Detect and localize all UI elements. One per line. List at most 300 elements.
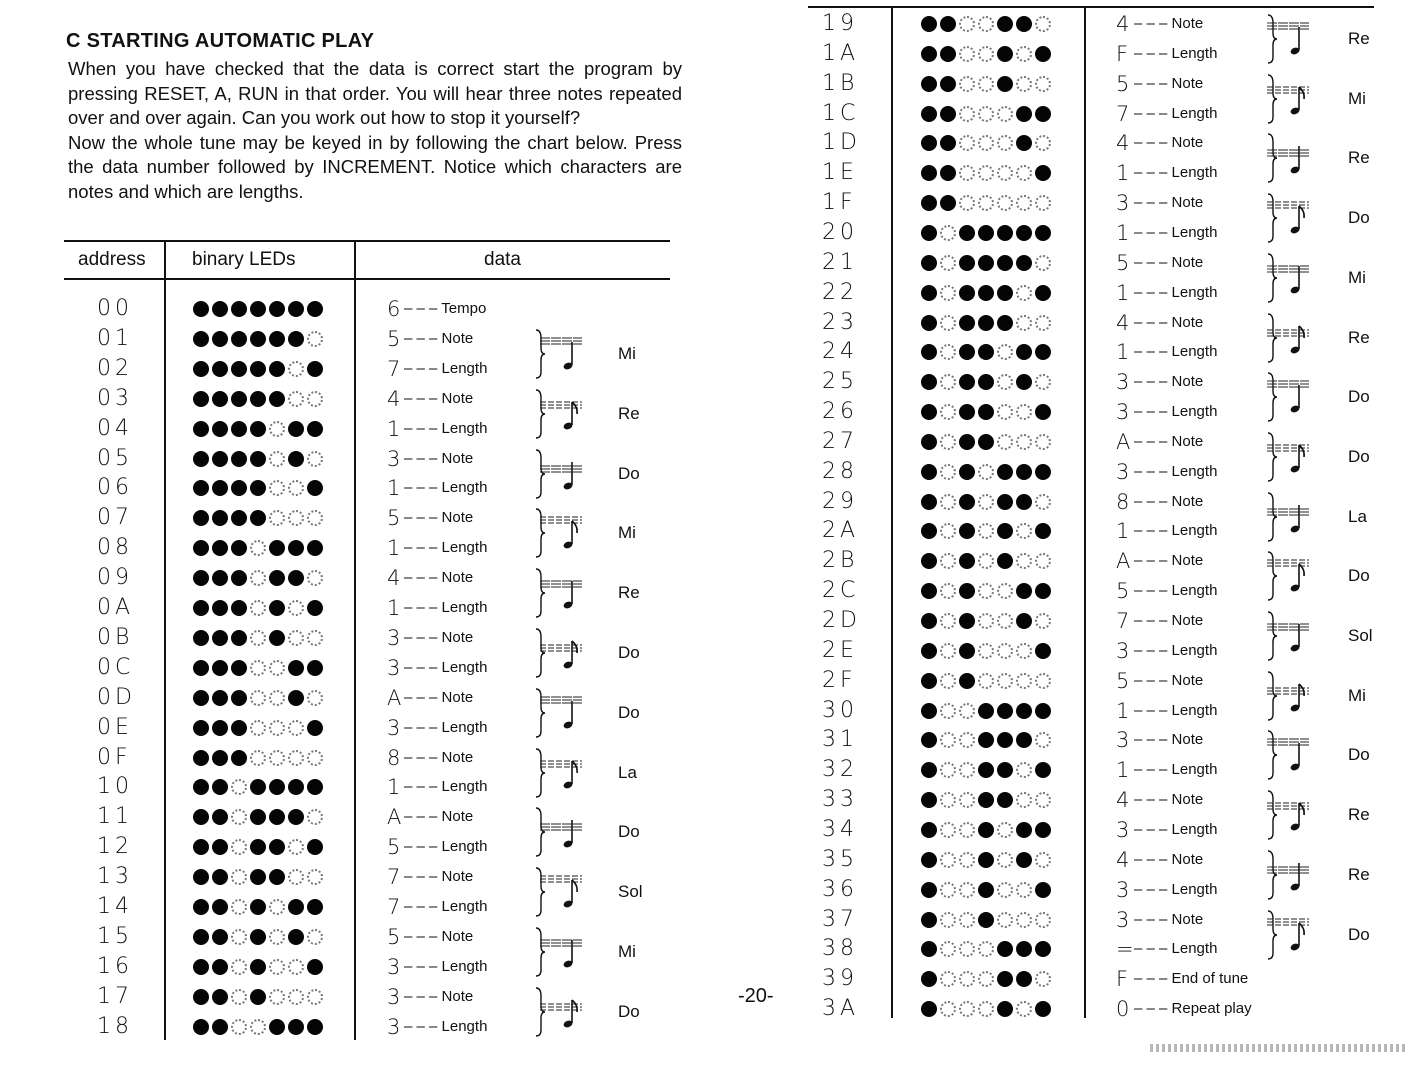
led-off-icon [959, 703, 975, 719]
led-on-icon [959, 344, 975, 360]
data-kind [404, 450, 473, 467]
dash-leader: – – – [1134, 223, 1172, 241]
note-group [1266, 847, 1336, 903]
led-off-icon [978, 1001, 994, 1017]
data-kind [1134, 761, 1217, 778]
brace-icon [1268, 851, 1277, 899]
led-on-icon [193, 660, 209, 676]
binary-leds [921, 852, 1051, 868]
led-on-icon [997, 1001, 1013, 1017]
address-cell: 2C [822, 578, 860, 604]
address-cell: 13 [97, 864, 133, 890]
data-kind [1134, 463, 1217, 480]
dash-leader: – – – [404, 539, 442, 557]
data-kind-label: Note [1171, 612, 1204, 629]
binary-leds [921, 553, 1051, 569]
led-on-icon [1035, 882, 1051, 898]
table-header-rule [64, 278, 670, 280]
table-top-rule [64, 240, 670, 242]
led-on-icon [288, 779, 304, 795]
address-cell: 25 [822, 369, 858, 395]
binary-leds [921, 703, 1051, 719]
column-divider-left-2 [354, 240, 356, 1040]
note-name: Mi [1348, 685, 1366, 705]
dash-leader: – – – [404, 658, 442, 676]
led-on-icon [269, 301, 285, 317]
address-cell: 22 [822, 279, 858, 305]
address-cell: 31 [822, 727, 858, 753]
led-off-icon [1016, 643, 1032, 659]
led-off-icon [307, 690, 323, 706]
data-kind [1134, 1000, 1252, 1017]
led-on-icon [921, 912, 937, 928]
address-cell: 18 [97, 1013, 133, 1039]
led-on-icon [959, 464, 975, 480]
led-on-icon [978, 703, 994, 719]
led-off-icon [978, 195, 994, 211]
header-binary-leds: binary LEDs [192, 249, 296, 270]
led-off-icon [1035, 195, 1051, 211]
binary-leds [193, 451, 323, 467]
binary-leds [921, 882, 1051, 898]
page-number: -20- [738, 985, 774, 1007]
led-on-icon [307, 720, 323, 736]
led-off-icon [250, 1019, 266, 1035]
led-off-icon [269, 510, 285, 526]
led-off-icon [231, 959, 247, 975]
led-off-icon [978, 553, 994, 569]
address-cell: 05 [97, 445, 133, 471]
led-off-icon [959, 1001, 975, 1017]
led-on-icon [193, 779, 209, 795]
led-on-icon [231, 391, 247, 407]
dash-leader: – – – [1134, 970, 1172, 988]
led-on-icon [1016, 703, 1032, 719]
led-on-icon [997, 941, 1013, 957]
led-on-icon [212, 540, 228, 556]
data-value: 3 [1116, 877, 1130, 902]
data-kind-label: Length [441, 898, 488, 915]
led-off-icon [269, 480, 285, 496]
led-off-icon [940, 225, 956, 241]
note-name: Do [618, 642, 640, 662]
data-kind-label: Note [441, 509, 474, 527]
brace-icon [536, 749, 545, 797]
brace-icon [1268, 672, 1277, 720]
led-off-icon [250, 570, 266, 586]
led-off-icon [997, 434, 1013, 450]
data-value: 3 [387, 954, 401, 979]
dash-leader: – – – [1134, 701, 1172, 719]
dash-leader: – – – [404, 808, 442, 826]
led-off-icon [288, 750, 304, 766]
led-on-icon [997, 523, 1013, 539]
table-top-rule-right [808, 6, 1374, 8]
binary-leds [193, 989, 323, 1005]
column-divider-right-2 [1084, 6, 1086, 1018]
binary-leds [921, 135, 1051, 151]
led-off-icon [288, 720, 304, 736]
data-value: 5 [1116, 71, 1130, 96]
led-on-icon [921, 135, 937, 151]
led-on-icon [231, 361, 247, 377]
led-on-icon [1035, 703, 1051, 719]
led-off-icon [1016, 46, 1032, 62]
binary-leds [921, 255, 1051, 271]
note-group [1266, 71, 1336, 127]
led-off-icon [1016, 76, 1032, 92]
led-on-icon [193, 869, 209, 885]
led-on-icon [250, 301, 266, 317]
led-on-icon [978, 882, 994, 898]
led-off-icon [940, 912, 956, 928]
binary-leds [921, 912, 1051, 928]
led-off-icon [978, 464, 994, 480]
data-kind [404, 360, 487, 377]
led-on-icon [921, 225, 937, 241]
data-value: 3 [1116, 638, 1130, 663]
led-off-icon [978, 16, 994, 32]
led-on-icon [1016, 822, 1032, 838]
note-group [534, 625, 604, 681]
data-kind-label: Length [1171, 462, 1218, 480]
led-off-icon [1035, 553, 1051, 569]
data-kind [404, 629, 473, 646]
led-off-icon [940, 643, 956, 659]
led-on-icon [193, 510, 209, 526]
led-on-icon [997, 464, 1013, 480]
brace-icon [1268, 731, 1277, 779]
data-kind [404, 958, 487, 975]
led-off-icon [959, 195, 975, 211]
led-on-icon [269, 809, 285, 825]
led-off-icon [1035, 434, 1051, 450]
address-cell: 36 [822, 876, 858, 902]
led-on-icon [231, 600, 247, 616]
note-group [534, 745, 604, 801]
note-name: Do [618, 463, 640, 483]
led-on-icon [978, 344, 994, 360]
music-note-icon [540, 581, 582, 610]
led-off-icon [959, 76, 975, 92]
dash-leader: – – – [1134, 791, 1172, 809]
led-on-icon [921, 882, 937, 898]
binary-leds [921, 434, 1051, 450]
led-off-icon [1035, 315, 1051, 331]
dash-leader: – – – [404, 389, 442, 407]
address-cell: 21 [822, 249, 858, 275]
led-off-icon [1035, 673, 1051, 689]
data-kind [404, 420, 487, 437]
led-on-icon [250, 839, 266, 855]
data-value: 5 [387, 326, 401, 351]
dash-leader: – – – [1134, 671, 1172, 689]
led-off-icon [307, 331, 323, 347]
music-note-icon [540, 697, 582, 730]
led-on-icon [193, 929, 209, 945]
led-on-icon [940, 16, 956, 32]
led-on-icon [1035, 464, 1051, 480]
brace-icon [1268, 194, 1277, 242]
dash-leader: – – – [404, 868, 442, 886]
led-off-icon [269, 720, 285, 736]
led-on-icon [1035, 583, 1051, 599]
led-off-icon [250, 750, 266, 766]
binary-leds [921, 16, 1051, 32]
led-on-icon [1035, 344, 1051, 360]
led-off-icon [231, 809, 247, 825]
binary-leds [921, 822, 1051, 838]
note-group [1266, 310, 1336, 366]
address-cell: 16 [97, 953, 133, 979]
data-kind-label: Note [441, 329, 474, 347]
led-on-icon [997, 971, 1013, 987]
dash-leader: – – – [1134, 134, 1172, 152]
data-kind-label: Note [1171, 910, 1204, 928]
data-kind [404, 599, 487, 616]
led-off-icon [250, 690, 266, 706]
data-value: 4 [387, 386, 401, 411]
led-on-icon [250, 929, 266, 945]
led-off-icon [997, 165, 1013, 181]
binary-leds [193, 779, 323, 795]
data-value: 7 [387, 865, 401, 890]
led-off-icon [1035, 613, 1051, 629]
led-off-icon [231, 899, 247, 915]
binary-leds [921, 673, 1051, 689]
data-kind-label: Length [441, 658, 488, 676]
binary-leds [921, 225, 1051, 241]
led-off-icon [288, 510, 304, 526]
binary-leds [193, 301, 323, 317]
address-cell: 1C [822, 100, 860, 126]
dash-leader: – – – [404, 748, 442, 766]
led-off-icon [231, 869, 247, 885]
led-off-icon [288, 391, 304, 407]
dash-leader: – – – [1134, 1000, 1172, 1018]
led-on-icon [921, 374, 937, 390]
led-off-icon [997, 106, 1013, 122]
led-off-icon [1035, 852, 1051, 868]
note-name: Re [618, 403, 640, 423]
dash-leader: – – – [404, 359, 442, 377]
led-on-icon [231, 510, 247, 526]
data-kind [404, 868, 473, 885]
brace-icon [1268, 75, 1277, 123]
address-cell: 3A [822, 996, 860, 1022]
led-on-icon [212, 1019, 228, 1035]
scan-smudge [1150, 1044, 1405, 1052]
led-off-icon [959, 762, 975, 778]
binary-leds [921, 165, 1051, 181]
data-value: 7 [387, 356, 401, 381]
intro-paragraph-2: Now the whole tune may be keyed in by following the chart below. Press the data number followed by INCREMENT. Notice which characters are notes and which are lengths. [68, 131, 682, 202]
data-kind-label: Length [441, 599, 488, 616]
data-value: 3 [387, 655, 401, 680]
data-kind [1134, 224, 1217, 241]
data-kind-label: Note [1171, 74, 1204, 92]
brace-icon [536, 629, 545, 677]
led-on-icon [1016, 106, 1032, 122]
led-off-icon [1016, 195, 1032, 211]
led-off-icon [978, 673, 994, 689]
led-on-icon [921, 106, 937, 122]
data-value: 3 [387, 625, 401, 650]
led-on-icon [959, 434, 975, 450]
data-kind-label: Length [1171, 164, 1218, 182]
led-off-icon [997, 195, 1013, 211]
note-name: Re [1348, 148, 1370, 168]
led-on-icon [212, 839, 228, 855]
led-on-icon [193, 959, 209, 975]
data-kind [1134, 373, 1203, 390]
address-cell: 2F [822, 667, 857, 693]
led-off-icon [940, 464, 956, 480]
binary-leds [193, 959, 323, 975]
data-kind-label: Length [1171, 940, 1218, 958]
led-off-icon [978, 76, 994, 92]
led-on-icon [1035, 822, 1051, 838]
led-off-icon [940, 732, 956, 748]
led-off-icon [231, 839, 247, 855]
data-kind [1134, 851, 1203, 868]
led-on-icon [250, 510, 266, 526]
led-on-icon [212, 391, 228, 407]
data-value: 6 [387, 297, 401, 321]
led-off-icon [307, 809, 323, 825]
address-cell: 10 [97, 774, 133, 800]
led-on-icon [1035, 762, 1051, 778]
brace-icon [1268, 791, 1277, 839]
binary-leds [193, 630, 323, 646]
dash-leader: – – – [404, 569, 442, 587]
dash-leader: – – – [1134, 432, 1172, 450]
note-name: Re [1348, 805, 1370, 825]
data-kind [1134, 940, 1217, 957]
data-kind-label: Repeat play [1171, 1000, 1252, 1018]
led-on-icon [921, 583, 937, 599]
data-kind-label: Length [1171, 403, 1218, 421]
data-value: 1 [387, 476, 401, 501]
led-off-icon [1016, 434, 1032, 450]
led-on-icon [250, 899, 266, 915]
data-value: 7 [387, 895, 401, 919]
led-on-icon [921, 613, 937, 629]
led-off-icon [959, 822, 975, 838]
address-cell: 12 [97, 834, 133, 860]
dash-leader: – – – [1134, 373, 1172, 391]
led-off-icon [959, 882, 975, 898]
led-off-icon [997, 404, 1013, 420]
led-on-icon [921, 315, 937, 331]
led-on-icon [921, 285, 937, 301]
note-group [1266, 250, 1336, 306]
led-on-icon [212, 869, 228, 885]
brace-icon [536, 569, 545, 617]
brace-icon [1268, 911, 1277, 959]
data-kind-label: Note [1171, 731, 1204, 749]
dash-leader: – – – [1134, 283, 1172, 301]
dash-leader: – – – [1134, 15, 1172, 32]
binary-leds [921, 732, 1051, 748]
data-kind [404, 659, 487, 676]
binary-leds [921, 404, 1051, 420]
data-value: 8 [387, 745, 401, 770]
dash-leader: – – – [1134, 820, 1172, 838]
address-cell: 11 [97, 804, 133, 830]
note-group [534, 804, 604, 860]
data-kind-label: Length [1171, 761, 1218, 779]
led-on-icon [193, 720, 209, 736]
data-kind [404, 479, 487, 496]
led-on-icon [193, 630, 209, 646]
led-on-icon [288, 1019, 304, 1035]
led-on-icon [921, 46, 937, 62]
music-note-icon [540, 940, 582, 969]
led-off-icon [997, 882, 1013, 898]
data-kind-label: Note [1171, 253, 1204, 271]
dash-leader: – – – [1134, 253, 1172, 271]
dash-leader: – – – [404, 599, 442, 616]
led-off-icon [1035, 792, 1051, 808]
intro-text [68, 57, 682, 205]
led-on-icon [212, 570, 228, 586]
led-on-icon [921, 792, 937, 808]
data-kind-label: Note [441, 628, 474, 646]
led-on-icon [193, 451, 209, 467]
led-off-icon [1016, 882, 1032, 898]
data-kind [1134, 314, 1203, 331]
led-on-icon [231, 480, 247, 496]
led-on-icon [193, 301, 209, 317]
brace-icon [536, 928, 545, 976]
binary-leds [193, 600, 323, 616]
led-on-icon [1016, 16, 1032, 32]
data-value: 4 [1116, 788, 1130, 813]
led-on-icon [193, 750, 209, 766]
led-on-icon [193, 600, 209, 616]
dash-leader: – – – [1134, 104, 1172, 122]
led-off-icon [997, 374, 1013, 390]
led-on-icon [250, 959, 266, 975]
led-on-icon [1016, 374, 1032, 390]
binary-leds [921, 344, 1051, 360]
note-group [1266, 489, 1336, 545]
address-cell: 14 [97, 894, 133, 919]
led-on-icon [307, 899, 323, 915]
led-off-icon [959, 106, 975, 122]
data-kind [1134, 911, 1203, 928]
dash-leader: – – – [404, 987, 442, 1005]
led-on-icon [307, 600, 323, 616]
data-kind-label: Length [441, 838, 488, 856]
data-kind-label: Tempo [441, 300, 487, 317]
note-group [1266, 727, 1336, 783]
data-kind [1134, 642, 1217, 659]
led-on-icon [269, 630, 285, 646]
dash-leader: – – – [404, 300, 442, 317]
led-on-icon [231, 690, 247, 706]
led-off-icon [959, 16, 975, 32]
led-on-icon [212, 421, 228, 437]
led-on-icon [288, 660, 304, 676]
led-on-icon [1035, 46, 1051, 62]
dash-leader: – – – [1134, 462, 1172, 480]
led-off-icon [269, 989, 285, 1005]
data-kind-label: Note [1171, 432, 1204, 450]
data-kind [1134, 582, 1217, 599]
data-kind [1134, 731, 1203, 748]
